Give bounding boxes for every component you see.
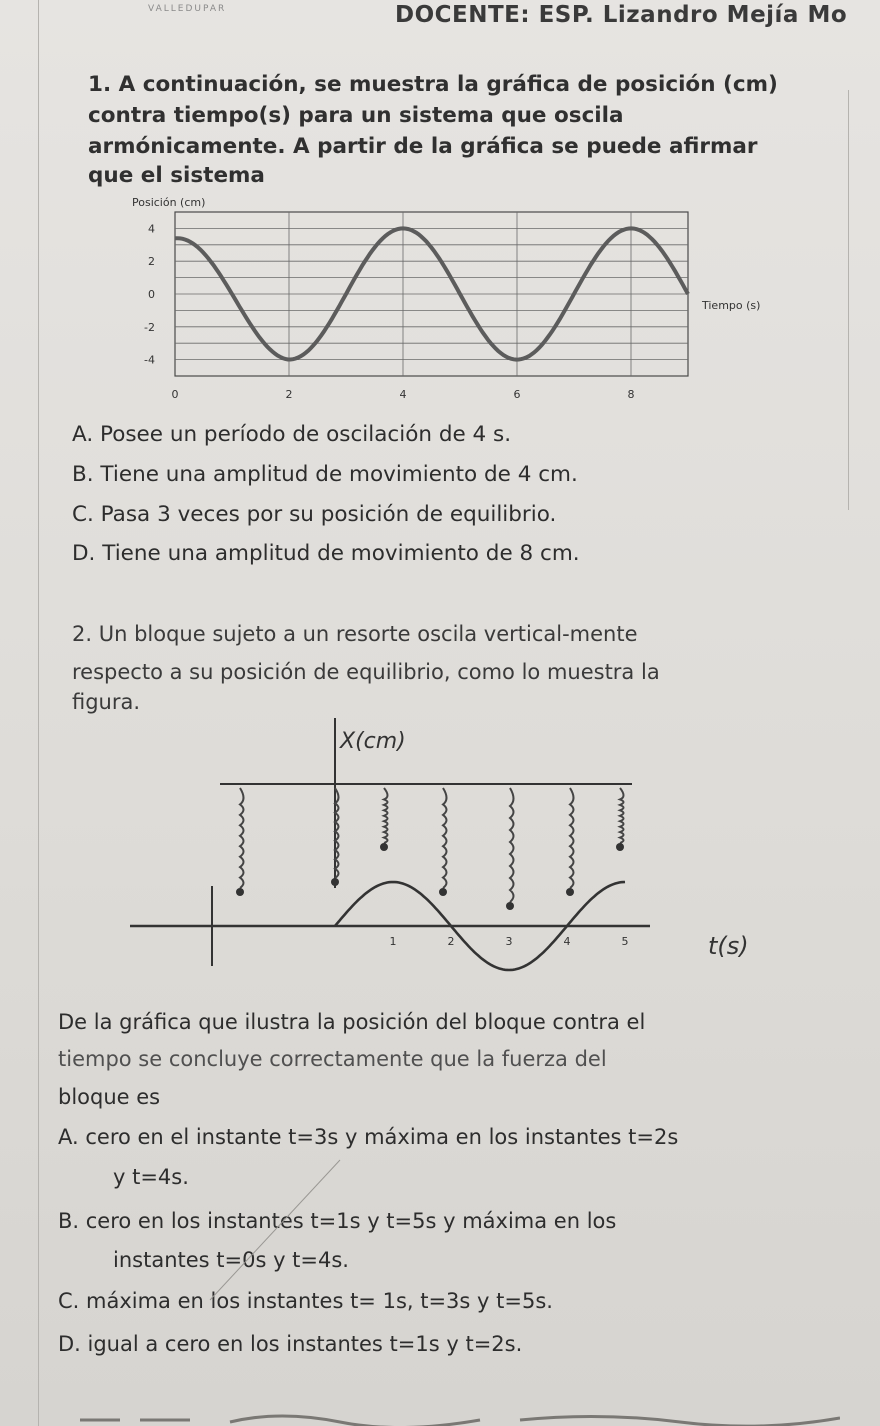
q2-block-mass xyxy=(439,888,447,896)
q1-line-2: contra tiempo(s) para un sistema que oscila xyxy=(88,103,624,128)
q2-block-mass xyxy=(380,843,388,851)
q2-xtick-label: 3 xyxy=(505,935,513,948)
q2-block-mass xyxy=(331,878,339,886)
teacher-header: DOCENTE: ESP. Lizandro Mejía Mo xyxy=(395,2,848,28)
q1-line-4: que el sistema xyxy=(88,163,265,188)
q1-line-1: 1. A continuación, se muestra la gráfica de posición (cm) xyxy=(88,72,778,97)
q2-block-mass xyxy=(566,888,574,896)
q2-spring xyxy=(570,788,574,888)
q2-option-c[interactable]: C. máxima en los instantes t= 1s, t=3s y t=5s. xyxy=(58,1289,553,1313)
faded-top-text: VALLEDUPAR xyxy=(148,4,227,14)
q2-spring-figure xyxy=(130,718,770,1000)
q1-chart-ylabel: Posición (cm) xyxy=(132,196,206,209)
q1-chart-ytick-label: 4 xyxy=(148,222,155,236)
q2-block-mass xyxy=(506,902,514,910)
q1-chart-ytick-label: 0 xyxy=(148,288,155,301)
pencil-mark xyxy=(200,1150,360,1310)
q1-chart-xlabel: Tiempo (s) xyxy=(702,299,761,312)
q2-question-line-1: De la gráfica que ilustra la posición del bloque contra el xyxy=(58,1010,646,1034)
q2-xtick-label: 5 xyxy=(621,935,629,948)
margin-line xyxy=(38,0,39,1426)
q2-question-line-3: bloque es xyxy=(58,1085,161,1109)
q2-springs xyxy=(236,788,624,910)
q1-option-b[interactable]: B. Tiene una amplitud de movimiento de 4 cm. xyxy=(72,462,578,487)
q1-chart-xtick-label: 2 xyxy=(285,388,293,401)
right-fold-line xyxy=(848,90,849,510)
q1-option-c[interactable]: C. Pasa 3 veces por su posición de equilibrio. xyxy=(72,502,557,527)
q1-chart-xtick-label: 4 xyxy=(399,388,407,401)
q2-xlabel: t(s) xyxy=(708,932,749,960)
q1-position-chart xyxy=(120,190,810,422)
q1-option-d[interactable]: D. Tiene una amplitud de movimiento de 8 cm. xyxy=(72,541,580,566)
q2-line-1: 2. Un bloque sujeto a un resorte oscila vertical-mente xyxy=(72,622,638,646)
q1-line-3: armónicamente. A partir de la gráfica se puede afirmar xyxy=(88,134,758,159)
q2-block-mass xyxy=(616,843,624,851)
q2-line-3: figura. xyxy=(72,690,141,714)
q2-xtick-label: 1 xyxy=(389,935,397,948)
q2-spring xyxy=(620,788,624,843)
q2-question-line-2: tiempo se concluye correctamente que la fuerza del xyxy=(58,1047,607,1071)
q2-ylabel: X(cm) xyxy=(340,729,406,754)
q2-spring xyxy=(384,788,388,843)
q1-chart-ytick-label: -2 xyxy=(144,320,155,334)
q2-option-b-cont: instantes t=0s y t=4s. xyxy=(113,1248,349,1272)
q2-option-a[interactable]: A. cero en el instante t=3s y máxima en los instantes t=2s xyxy=(58,1125,679,1149)
q2-xtick-label: 4 xyxy=(563,935,571,948)
q2-spring xyxy=(510,788,514,902)
bottom-cut-text xyxy=(80,1408,840,1426)
q2-spring xyxy=(443,788,447,888)
q1-option-a[interactable]: A. Posee un período de oscilación de 4 s. xyxy=(72,422,512,447)
q1-chart-xtick-label: 0 xyxy=(171,388,179,401)
q2-xtick-label: 2 xyxy=(447,935,455,948)
q2-block-mass xyxy=(236,888,244,896)
q2-option-b[interactable]: B. cero en los instantes t=1s y t=5s y máxima en los xyxy=(58,1209,617,1233)
q1-chart-xtick-label: 6 xyxy=(513,388,521,401)
q2-option-a-cont: y t=4s. xyxy=(113,1165,189,1189)
q2-line-2: respecto a su posición de equilibrio, como lo muestra la xyxy=(72,660,660,684)
q1-chart-ytick-label: 2 xyxy=(148,255,155,269)
q2-spring xyxy=(240,788,244,888)
q2-option-d[interactable]: D. igual a cero en los instantes t=1s y t=2s. xyxy=(58,1332,523,1356)
q1-chart-xtick-label: 8 xyxy=(627,388,635,401)
q1-chart-ytick-label: -4 xyxy=(144,353,155,367)
